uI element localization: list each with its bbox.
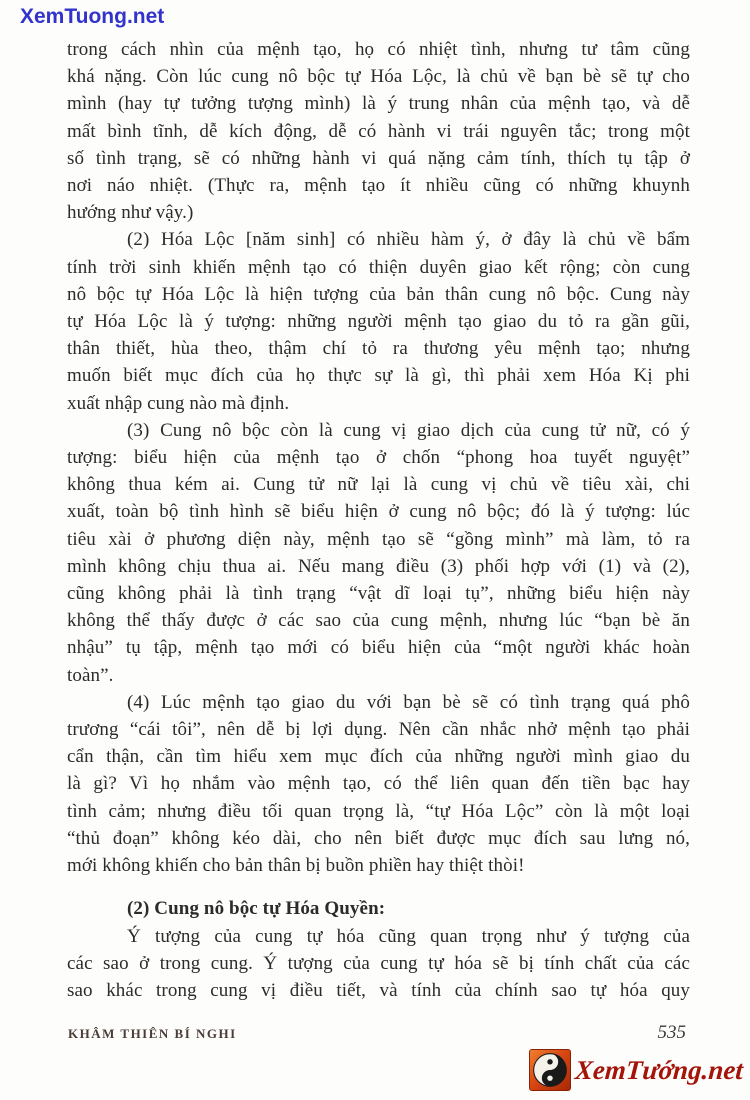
text-line: tình cảm; nhưng điều tối quan trọng là, “tự Hóa Lộc” còn là một loại	[67, 800, 690, 822]
text-line: không thể thấy được ở các sao của cung mệnh, nhưng lúc “bạn bè ăn	[67, 610, 690, 632]
page-number: 535	[657, 1022, 686, 1043]
text-line: cẩn thận, cần tìm hiểu xem mục đích của những người mình giao du	[67, 746, 690, 768]
page-body-text	[67, 36, 690, 1004]
text-line: “thủ đoạn” không kéo dài, cho nên biết được mục đích sau lưng nó,	[67, 827, 690, 849]
text-line: trương “cái tôi”, nên dễ bị lợi dụng. Nên cần nhắc nhở mệnh tạo phải	[67, 719, 690, 741]
text-line: (2) Hóa Lộc [năm sinh] có nhiều hàm ý, ở đây là chủ về bẩm	[127, 229, 690, 251]
text-line: nhậu” tụ tập, mệnh tạo mới có biểu hiện của “một người khác hoàn	[67, 637, 690, 659]
site-link[interactable]: XemTuong.net	[20, 5, 165, 28]
text-line: tượng: biểu hiện của mệnh tạo ở chốn “phong hoa tuyết nguyệt”	[67, 447, 690, 469]
text-line: Ý tượng của cung tự hóa cũng quan trọng như ý tượng của	[127, 925, 690, 947]
text-line: mình (hay tự tưởng tượng mình) là ý trung nhân của mệnh tạo, và dễ	[67, 93, 690, 115]
text-line: tính trời sinh khiến mệnh tạo có thiện duyên giao kết rộng; còn cung	[67, 256, 690, 278]
text-line: các sao ở trong cung. Ý tượng của cung tự hóa sẽ bị tính chất của các	[67, 952, 690, 974]
text-line: (4) Lúc mệnh tạo giao du với bạn bè sẽ có tình trạng quá phô	[127, 691, 690, 713]
text-line: tiêu xài ở phương diện này, mệnh tạo sẽ “gồng mình” mà làm, tỏ ra	[67, 528, 690, 550]
text-line: tự Hóa Lộc là ý tượng: những người mệnh tạo giao du tỏ ra gần gũi,	[67, 311, 690, 333]
text-line: nơi náo nhiệt. (Thực ra, mệnh tạo ít nhiều cũng có những khuynh	[67, 175, 690, 197]
yin-yang-icon	[529, 1049, 571, 1091]
site-logo[interactable]	[529, 1049, 747, 1091]
text-line: muốn biết mục đích của họ thực sự là gì, thì phải xem Hóa Kị phi	[67, 365, 690, 387]
text-line: (3) Cung nô bộc còn là cung vị giao dịch của cung tử nữ, có ý	[127, 419, 690, 441]
text-line: thân thiết, hùa theo, thậm chí tỏ ra thương yêu mệnh tạo; nhưng	[67, 338, 690, 360]
text-line: (2) Cung nô bộc tự Hóa Quyền:	[127, 898, 386, 920]
site-logo-text: XemTướng.net	[574, 1054, 745, 1085]
text-line: sao khác trong cung vị điều tiết, và tính của chính sao tự hóa quy	[67, 979, 690, 1001]
text-line: khá nặng. Còn lúc cung nô bộc tự Hóa Lộc, là chủ về bạn bè sẽ tự cho	[67, 66, 690, 88]
running-footer-book-title: KHÂM THIÊN BÍ NGHI	[68, 1026, 237, 1041]
text-line: toàn”.	[67, 664, 114, 686]
text-line: xuất, toàn bộ tình hình sẽ biểu hiện ở cung nô bộc; đó là ý tượng: lúc	[67, 501, 690, 523]
text-line: hướng như vậy.)	[67, 202, 194, 224]
text-line: mình không chịu thua ai. Nếu mang điều (3) phối hợp với (1) và (2),	[67, 555, 690, 577]
text-line: cũng không phải là tình trạng “vật dĩ loại tụ”, những biểu hiện này	[67, 583, 690, 605]
text-line: xuất nhập cung nào mà định.	[67, 392, 290, 414]
text-line: số tình trạng, sẽ có những hành vi quá nặng cảm tính, thích tụ tập ở	[67, 147, 690, 169]
text-line: mất bình tĩnh, dễ kích động, dễ có hành vi trái nguyên tắc; trong một	[67, 120, 690, 142]
text-line: nô bộc tự Hóa Lộc là hiện tượng của bản thân cung nô bộc. Cung này	[67, 283, 690, 305]
text-line: mới không khiến cho bản thân bị buồn phiền hay thiệt thòi!	[67, 855, 525, 877]
text-line: trong cách nhìn của mệnh tạo, họ có nhiệt tình, nhưng tư tâm cũng	[67, 39, 690, 60]
text-line: là gì? Vì họ nhắm vào mệnh tạo, có thể liên quan đến tiền bạc hay	[67, 773, 690, 795]
text-line: không thua kém ai. Cung tử nữ lại là cung vị chủ về tiêu xài, chi	[67, 474, 690, 496]
